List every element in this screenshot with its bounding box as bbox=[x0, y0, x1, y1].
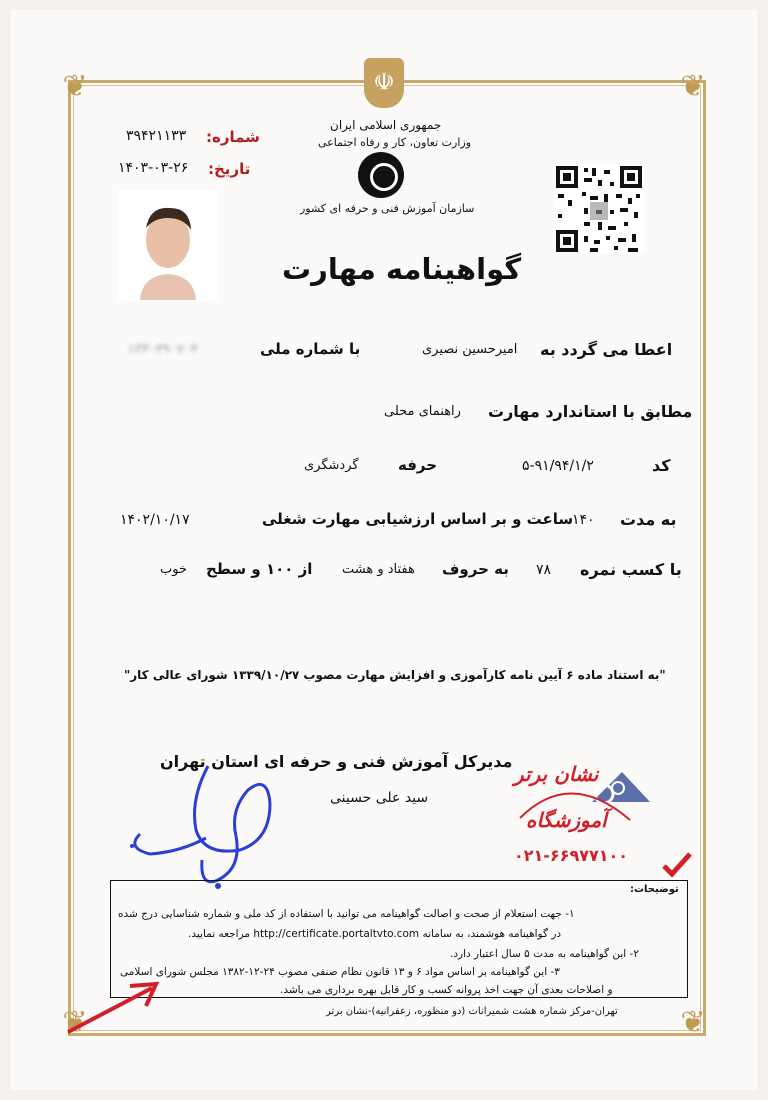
notes-line-1: ۱- جهت استعلام از صحت و اصالت گواهینامه می توانید با استفاده از کد ملی و شماره شناسایی درج شده bbox=[118, 908, 575, 920]
national-id-value: ۱۳۳۰۳۹۰۷۰۴ bbox=[128, 342, 198, 357]
country-name: جمهوری اسلامی ایران bbox=[330, 118, 442, 132]
standard-label: مطابق با استاندارد مهارت bbox=[488, 402, 693, 421]
duration-label: به مدت bbox=[620, 510, 677, 529]
tvto-logo-icon bbox=[358, 152, 404, 198]
corner-ornament-icon: ❦ bbox=[680, 69, 706, 104]
checkmark-icon bbox=[660, 850, 694, 880]
of-label: از ۱۰۰ و سطح bbox=[206, 560, 313, 578]
notes-line-5: و اصلاحات بعدی آن جهت اخذ پروانه کسب و کار قابل بهره برداری می باشد. bbox=[280, 984, 613, 996]
hours-text: ساعت و بر اساس ارزشیابی مهارت شغلی bbox=[262, 510, 574, 528]
signature-icon bbox=[120, 760, 320, 900]
signatory-name: سید علی حسینی bbox=[330, 790, 429, 806]
issued-to-label: اعطا می گردد به bbox=[540, 340, 673, 359]
score-label: با کسب نمره bbox=[580, 560, 682, 579]
trade-value: گردشگری bbox=[304, 458, 359, 473]
date-value: ۱۴۰۳-۰۳-۲۶ bbox=[118, 160, 189, 176]
standard-value: راهنمای محلی bbox=[384, 404, 461, 419]
trade-label: حرفه bbox=[398, 456, 438, 474]
corner-ornament-icon: ❦ bbox=[680, 1005, 706, 1040]
notes-line-4: ۳- این گواهینامه بر اساس مواد ۶ و ۱۳ قانون نظام صنفی مصوب ۲۴-۱۲-۱۳۸۲ مجلس شورای اسلامی bbox=[120, 966, 560, 978]
corner-ornament-icon: ❦ bbox=[62, 1005, 88, 1040]
stamp-text-middle: آموزشگاه bbox=[526, 808, 607, 832]
number-label: شماره: bbox=[206, 128, 260, 146]
duration-value: ۱۴۰ bbox=[572, 512, 595, 528]
ministry-name: وزارت تعاون، کار و رفاه اجتماعی bbox=[318, 136, 472, 149]
national-id-label: با شماره ملی bbox=[260, 340, 361, 358]
stamp-phone: ۰۲۱-۶۶۹۷۷۱۰۰ bbox=[514, 846, 629, 865]
evaluation-date: ۱۴۰۲/۱۰/۱۷ bbox=[120, 512, 190, 528]
date-label: تاریخ: bbox=[208, 160, 251, 178]
notes-line-3: ۲- این گواهینامه به مدت ۵ سال اعتبار دارد. bbox=[450, 948, 639, 960]
number-value: ۳۹۴۲۱۱۳۳ bbox=[126, 128, 187, 144]
holder-name: امیرحسین نصیری bbox=[422, 342, 518, 357]
score-value: ۷۸ bbox=[536, 562, 552, 578]
footer-address: تهران-مرکز شماره هشت شمیرانات (دو منظوره، زعفرانیه)-نشان برتر bbox=[326, 1006, 618, 1017]
qr-code-icon bbox=[554, 164, 644, 254]
letters-label: به حروف bbox=[442, 560, 509, 578]
certificate-title: گواهینامه مهارت bbox=[282, 252, 522, 286]
corner-ornament-icon: ❦ bbox=[62, 69, 88, 104]
level-value: خوب bbox=[160, 562, 187, 577]
organization-name: سازمان آموزش فنی و حرفه ای کشور bbox=[300, 202, 475, 215]
stamp-text-top: نشان برتر bbox=[514, 762, 599, 786]
notes-line-2: در گواهینامه هوشمند، به سامانه http://certificate.portaltvto.com مراجعه نمایید. bbox=[188, 928, 562, 940]
letters-value: هفتاد و هشت bbox=[342, 562, 415, 577]
national-emblem-icon: ☫ bbox=[364, 58, 404, 108]
regulation-text: "به استناد ماده ۶ آیین نامه کارآموزی و افزایش مهارت مصوب ۱۳۳۹/۱۰/۲۷ شورای عالی کار" bbox=[124, 668, 666, 682]
notes-heading: توضیحات: bbox=[630, 884, 679, 895]
holder-photo bbox=[118, 190, 218, 300]
code-value: ۵-۹۱/۹۴/۱/۲ bbox=[522, 458, 594, 474]
red-arrow-icon bbox=[60, 980, 170, 1040]
code-label: کد bbox=[652, 456, 671, 475]
signatory-title: مدیرکل آموزش فنی و حرفه ای استان تهران bbox=[160, 752, 513, 771]
